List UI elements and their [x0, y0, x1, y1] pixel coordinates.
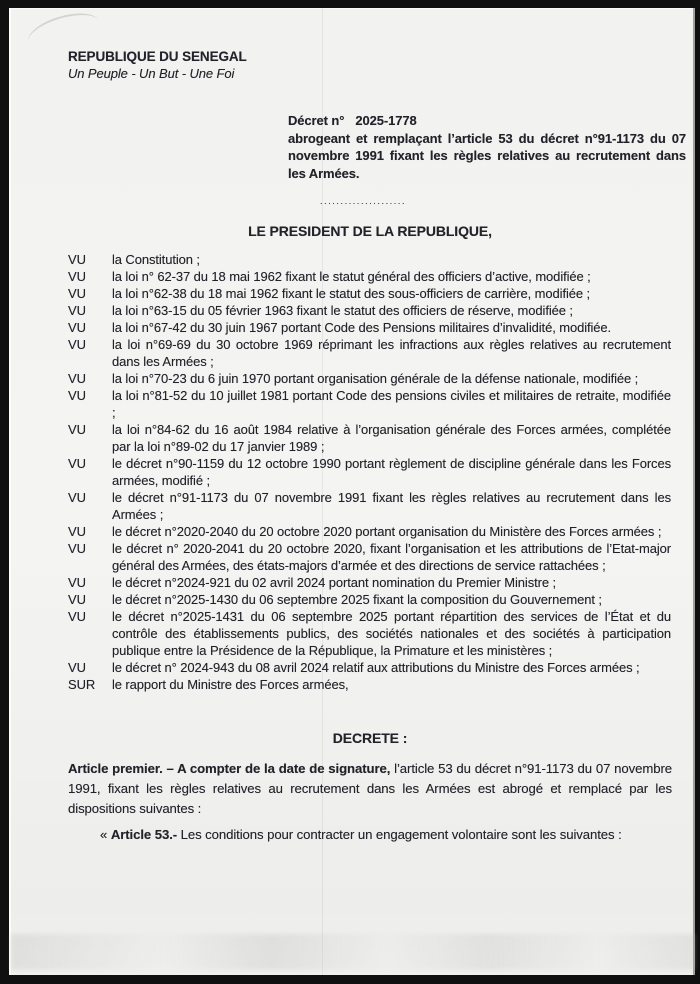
visa-row	[68, 489, 671, 523]
visa-row	[68, 268, 671, 285]
visa-text: le décret n° 2020-2041 du 20 octobre 2020, fixant l’organisation et les attributions de l’Etat-major général des Armées, des états-majors d’armée et des directions de service rattachées ;	[112, 541, 671, 573]
national-motto: Un Peuple - Un But - Une Foi	[68, 66, 235, 81]
visa-text: la loi n°69-69 du 30 octobre 1969 réprimant les infractions aux règles relatives au recrutement dans les Armées ;	[112, 337, 671, 369]
visa-label: VU	[68, 303, 86, 318]
visa-text: le décret n°90-1159 du 12 octobre 1990 portant règlement de discipline générale dans les Forces armées, modifié ;	[112, 456, 671, 488]
visa-row	[68, 336, 671, 370]
visa-text: le décret n°91-1173 du 07 novembre 1991 fixant les règles relatives au recrutement dans les Armées ;	[112, 490, 671, 522]
letterhead	[68, 48, 671, 82]
visa-label: VU	[68, 609, 86, 624]
article-premier-body: l’article 53 du décret n°91-1173 du 07 novembre 1991, fixant les règles relatives au recrutement dans les Armées est abrogé et remplacé par les dispositions suivantes :	[68, 761, 673, 816]
decrete-heading: DECRETE :	[332, 730, 408, 746]
visa-label: VU	[68, 422, 86, 437]
page-fold-line	[322, 8, 323, 975]
visa-text: la loi n°70-23 du 6 juin 1970 portant organisation générale de la défense nationale, modifiée ;	[112, 371, 639, 386]
visa-label: VU	[68, 388, 86, 403]
visa-label: VU	[68, 456, 86, 471]
article-premier-paragraph	[68, 759, 672, 819]
decree-subject: abrogeant et remplaçant l’article 53 du décret n°91-1173 du 07 novembre 1991 fixant les règles relatives au recrutement dans les Armées.	[288, 130, 686, 181]
opening-guillemet: «	[100, 827, 111, 842]
decree-page	[9, 8, 695, 975]
country-title: REPUBLIQUE DU SENEGAL	[68, 49, 247, 64]
visa-label: VU	[68, 252, 86, 267]
visa-row	[68, 540, 671, 574]
visa-text: la loi n°62-38 du 18 mai 1962 fixant le statut des sous-officiers de carrière, modifiée ;	[112, 286, 591, 301]
visa-text: le décret n°2025-1430 du 06 septembre 2025 fixant la composition du Gouvernement ;	[112, 592, 602, 607]
visa-label: VU	[68, 660, 86, 675]
visa-label: SUR	[68, 677, 96, 692]
dotted-separator: .....................	[320, 196, 407, 206]
decree-number: 2025-1778	[355, 113, 417, 128]
visa-text: la loi n°84-62 du 16 août 1984 relative à l’organisation générale des Forces armées, complétée par la loi n°89-02 du 17 janvier 1989 ;	[112, 422, 671, 454]
visa-text: la loi n° 62-37 du 18 mai 1962 fixant le statut général des officiers d’active, modifiée ;	[112, 269, 591, 284]
visa-label: VU	[68, 371, 86, 386]
visa-text: la loi n°67-42 du 30 juin 1967 portant Code des Pensions militaires d’invalidité, modifiée.	[112, 320, 612, 335]
visa-text: la loi n°81-52 du 10 juillet 1981 portant Code des pensions civiles et militaires de retraite, modifiée ;	[112, 388, 671, 420]
decree-title-block	[288, 112, 686, 182]
visa-row	[68, 455, 671, 489]
visa-label: VU	[68, 286, 86, 301]
visa-row	[68, 574, 671, 591]
visa-row	[68, 659, 671, 676]
visa-text: le décret n°2024-921 du 02 avril 2024 portant nomination du Premier Ministre ;	[112, 575, 556, 590]
article-53-body: Les conditions pour contracter un engagement volontaire sont les suivantes :	[177, 827, 622, 842]
visa-label: VU	[68, 575, 86, 590]
article-premier-lead: Article premier. – A compter de la date de signature,	[68, 761, 391, 776]
visa-row	[68, 608, 671, 659]
visa-row	[68, 285, 671, 302]
visa-label: VU	[68, 524, 86, 539]
visa-text: la loi n°63-15 du 05 février 1963 fixant le statut des officiers de réserve, modifiée ;	[112, 303, 573, 318]
visa-text: la Constitution ;	[112, 252, 200, 267]
visa-label: VU	[68, 592, 86, 607]
president-heading: LE PRESIDENT DE LA REPUBLIQUE,	[248, 223, 492, 239]
visa-row	[68, 319, 671, 336]
visa-text: le rapport du Ministre des Forces armées,	[112, 677, 349, 692]
decree-label: Décret n°	[288, 113, 345, 128]
visa-row	[68, 676, 671, 693]
article-53-lead: Article 53.-	[110, 827, 178, 842]
visa-label: VU	[68, 541, 86, 556]
visa-label: VU	[68, 337, 86, 352]
visa-row	[68, 302, 671, 319]
visa-row	[68, 523, 671, 540]
scan-artifact-strip	[11, 934, 695, 970]
visa-text: le décret n° 2024-943 du 08 avril 2024 relatif aux attributions du Ministre des Forces armées ;	[112, 660, 640, 675]
visa-label: VU	[68, 490, 86, 505]
visa-label: VU	[68, 269, 86, 284]
visa-list	[68, 251, 671, 693]
visa-row	[68, 421, 671, 455]
visa-row	[68, 370, 671, 387]
visa-row	[68, 251, 671, 268]
article-53-line	[100, 826, 672, 843]
visa-row	[68, 387, 671, 421]
visa-text: le décret n°2020-2040 du 20 octobre 2020 portant organisation du Ministère des Forces armées ;	[112, 524, 662, 539]
visa-label: VU	[68, 320, 86, 335]
visa-row	[68, 591, 671, 608]
visa-text: le décret n°2025-1431 du 06 septembre 2025 portant répartition des services de l’État et du contrôle des établissements publics, des sociétés nationales et des sociétés à participation publique entre la Présidence de la République, la Primature et les ministères ;	[112, 609, 671, 658]
